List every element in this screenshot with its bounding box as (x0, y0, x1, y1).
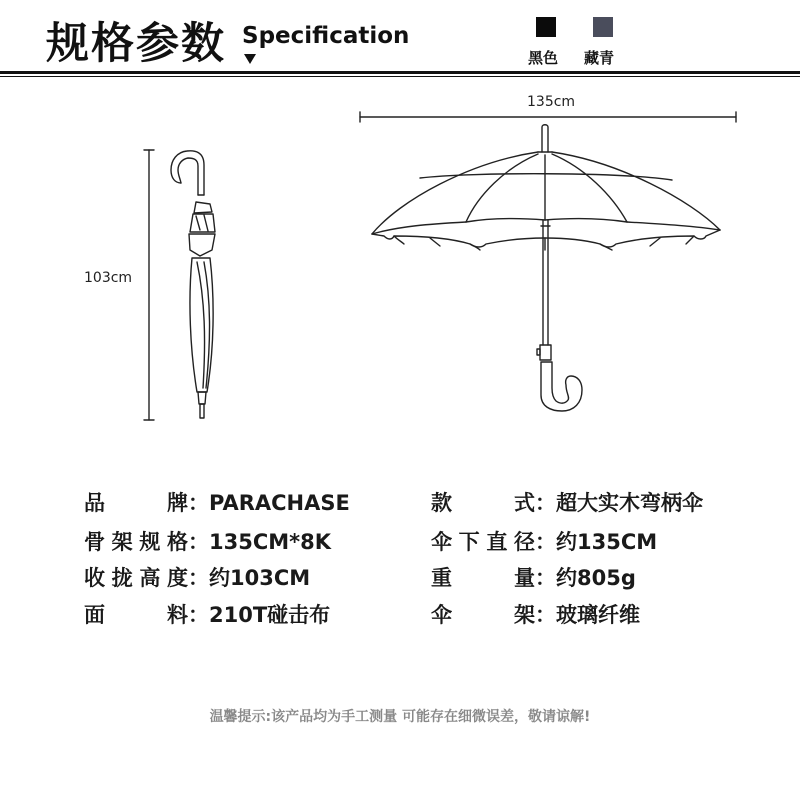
spec-value: 约103CM (209, 566, 311, 590)
width-dimension-label: 135cm (527, 94, 576, 110)
spec-value: 玻璃纤维 (556, 603, 640, 627)
spec-separator: ： (188, 566, 209, 590)
spec-key: 收拢高度 (84, 566, 188, 590)
spec-key: 重量 (431, 566, 535, 590)
spec-key: 骨架规格 (84, 530, 188, 554)
spec-separator: ： (535, 491, 556, 515)
width-dimension-line (360, 112, 736, 122)
page-subtitle: Specification (242, 23, 410, 49)
spec-row-diameter (431, 529, 657, 555)
spec-value: 约805g (556, 566, 636, 590)
spec-row-frame-material (431, 602, 640, 628)
page-title: 规格参数 (46, 19, 226, 69)
spec-row-brand (84, 490, 350, 516)
spec-key: 品牌 (84, 491, 188, 515)
spec-value: 210T碰击布 (209, 603, 331, 627)
height-dimension-line (144, 150, 154, 420)
spec-separator: ： (188, 603, 209, 627)
spec-key: 面料 (84, 603, 188, 627)
spec-separator: ： (188, 491, 209, 515)
spec-row-folded-height (84, 565, 310, 591)
spec-row-fabric (84, 602, 330, 628)
height-dimension-label: 103cm (84, 270, 133, 286)
spec-separator: ： (535, 530, 556, 554)
spec-separator: ： (535, 566, 556, 590)
open-umbrella-icon (372, 125, 720, 411)
spec-key: 款式 (431, 491, 535, 515)
spec-value: 超大实木弯柄伞 (556, 491, 703, 515)
spec-row-style (431, 490, 703, 516)
spec-key: 伞下直径 (431, 530, 535, 554)
spec-row-frame-size (84, 529, 331, 555)
spec-value: 约135CM (556, 530, 658, 554)
color-label-black: 黑色 (528, 49, 559, 67)
spec-value: PARACHASE (209, 491, 350, 515)
spec-key: 伞架 (431, 603, 535, 627)
spec-row-weight (431, 565, 636, 591)
color-label-navy: 藏青 (584, 49, 615, 67)
spec-value: 135CM*8K (209, 530, 332, 554)
closed-umbrella-icon (171, 151, 215, 418)
spec-separator: ： (535, 603, 556, 627)
measurement-note: 温馨提示:该产品均为手工测量 可能存在细微误差，敬请谅解! (209, 709, 591, 725)
spec-separator: ： (188, 530, 209, 554)
